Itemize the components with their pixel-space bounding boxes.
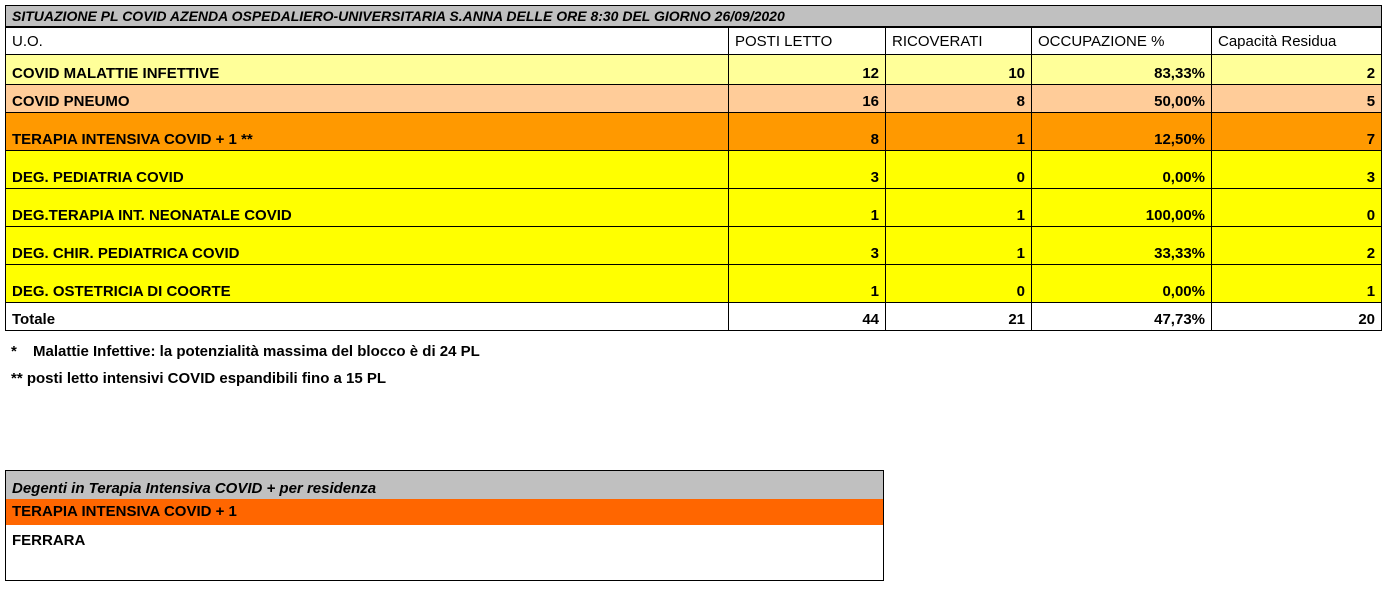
table-row [6, 85, 1382, 113]
row-residua: 7 [1212, 113, 1382, 151]
row-ricoverati: 8 [886, 85, 1032, 113]
row-uo: TERAPIA INTENSIVA COVID + 1 ** [6, 113, 729, 151]
footnote-text: Malattie Infettive: la potenzialità massima del blocco è di 24 PL [33, 343, 480, 360]
row-uo: DEG. PEDIATRIA COVID [6, 151, 729, 189]
row-posti: 16 [729, 85, 886, 113]
total-ricoverati: 21 [886, 303, 1032, 331]
row-uo: DEG. CHIR. PEDIATRICA COVID [6, 227, 729, 265]
row-ricoverati: 10 [886, 55, 1032, 85]
row-uo: COVID PNEUMO [6, 85, 729, 113]
header-posti-letto: POSTI LETTO [729, 27, 886, 55]
table-header-row [6, 27, 1382, 55]
total-residua: 20 [1212, 303, 1382, 331]
footnote-marker: * [11, 343, 17, 360]
residenza-title: Degenti in Terapia Intensiva COVID + per residenza [6, 471, 883, 499]
footnote-malattie-infettive [11, 343, 480, 360]
header-occupazione: OCCUPAZIONE % [1032, 27, 1212, 55]
table-row [6, 113, 1382, 151]
row-occupazione: 33,33% [1032, 227, 1212, 265]
row-posti: 8 [729, 113, 886, 151]
residenza-value: FERRARA [12, 532, 86, 549]
row-posti: 3 [729, 227, 886, 265]
row-uo: DEG. OSTETRICIA DI COORTE [6, 265, 729, 303]
row-posti: 12 [729, 55, 886, 85]
row-occupazione: 12,50% [1032, 113, 1212, 151]
footnote-posti-intensivi: ** posti letto intensivi COVID espandibili fino a 15 PL [11, 370, 387, 387]
table-row [6, 265, 1382, 303]
table-row [6, 227, 1382, 265]
table-row [6, 189, 1382, 227]
table-row [6, 151, 1382, 189]
row-posti: 1 [729, 189, 886, 227]
residenza-table [5, 470, 884, 581]
table-title: SITUAZIONE PL COVID AZENDA OSPEDALIERO-UNIVERSITARIA S.ANNA DELLE ORE 8:30 DEL GIORNO 26/09/2020 [6, 6, 1382, 28]
row-occupazione: 0,00% [1032, 151, 1212, 189]
row-uo: DEG.TERAPIA INT. NEONATALE COVID [6, 189, 729, 227]
row-occupazione: 83,33% [1032, 55, 1212, 85]
row-ricoverati: 0 [886, 265, 1032, 303]
row-ricoverati: 1 [886, 113, 1032, 151]
table-row [6, 55, 1382, 85]
row-occupazione: 0,00% [1032, 265, 1212, 303]
row-residua: 2 [1212, 55, 1382, 85]
header-ricoverati: RICOVERATI [886, 27, 1032, 55]
residenza-header: TERAPIA INTENSIVA COVID + 1 [6, 499, 883, 525]
row-residua: 0 [1212, 189, 1382, 227]
row-ricoverati: 1 [886, 189, 1032, 227]
total-occupazione: 47,73% [1032, 303, 1212, 331]
row-occupazione: 100,00% [1032, 189, 1212, 227]
row-ricoverati: 1 [886, 227, 1032, 265]
covid-beds-table [5, 5, 1382, 331]
row-uo: COVID MALATTIE INFETTIVE [6, 55, 729, 85]
total-label: Totale [6, 303, 729, 331]
row-ricoverati: 0 [886, 151, 1032, 189]
total-posti: 44 [729, 303, 886, 331]
row-residua: 2 [1212, 227, 1382, 265]
total-row [6, 303, 1382, 331]
row-residua: 5 [1212, 85, 1382, 113]
row-posti: 3 [729, 151, 886, 189]
row-residua: 3 [1212, 151, 1382, 189]
header-capacita-residua: Capacità Residua [1212, 27, 1382, 55]
header-uo: U.O. [6, 27, 729, 55]
row-occupazione: 50,00% [1032, 85, 1212, 113]
row-posti: 1 [729, 265, 886, 303]
row-residua: 1 [1212, 265, 1382, 303]
